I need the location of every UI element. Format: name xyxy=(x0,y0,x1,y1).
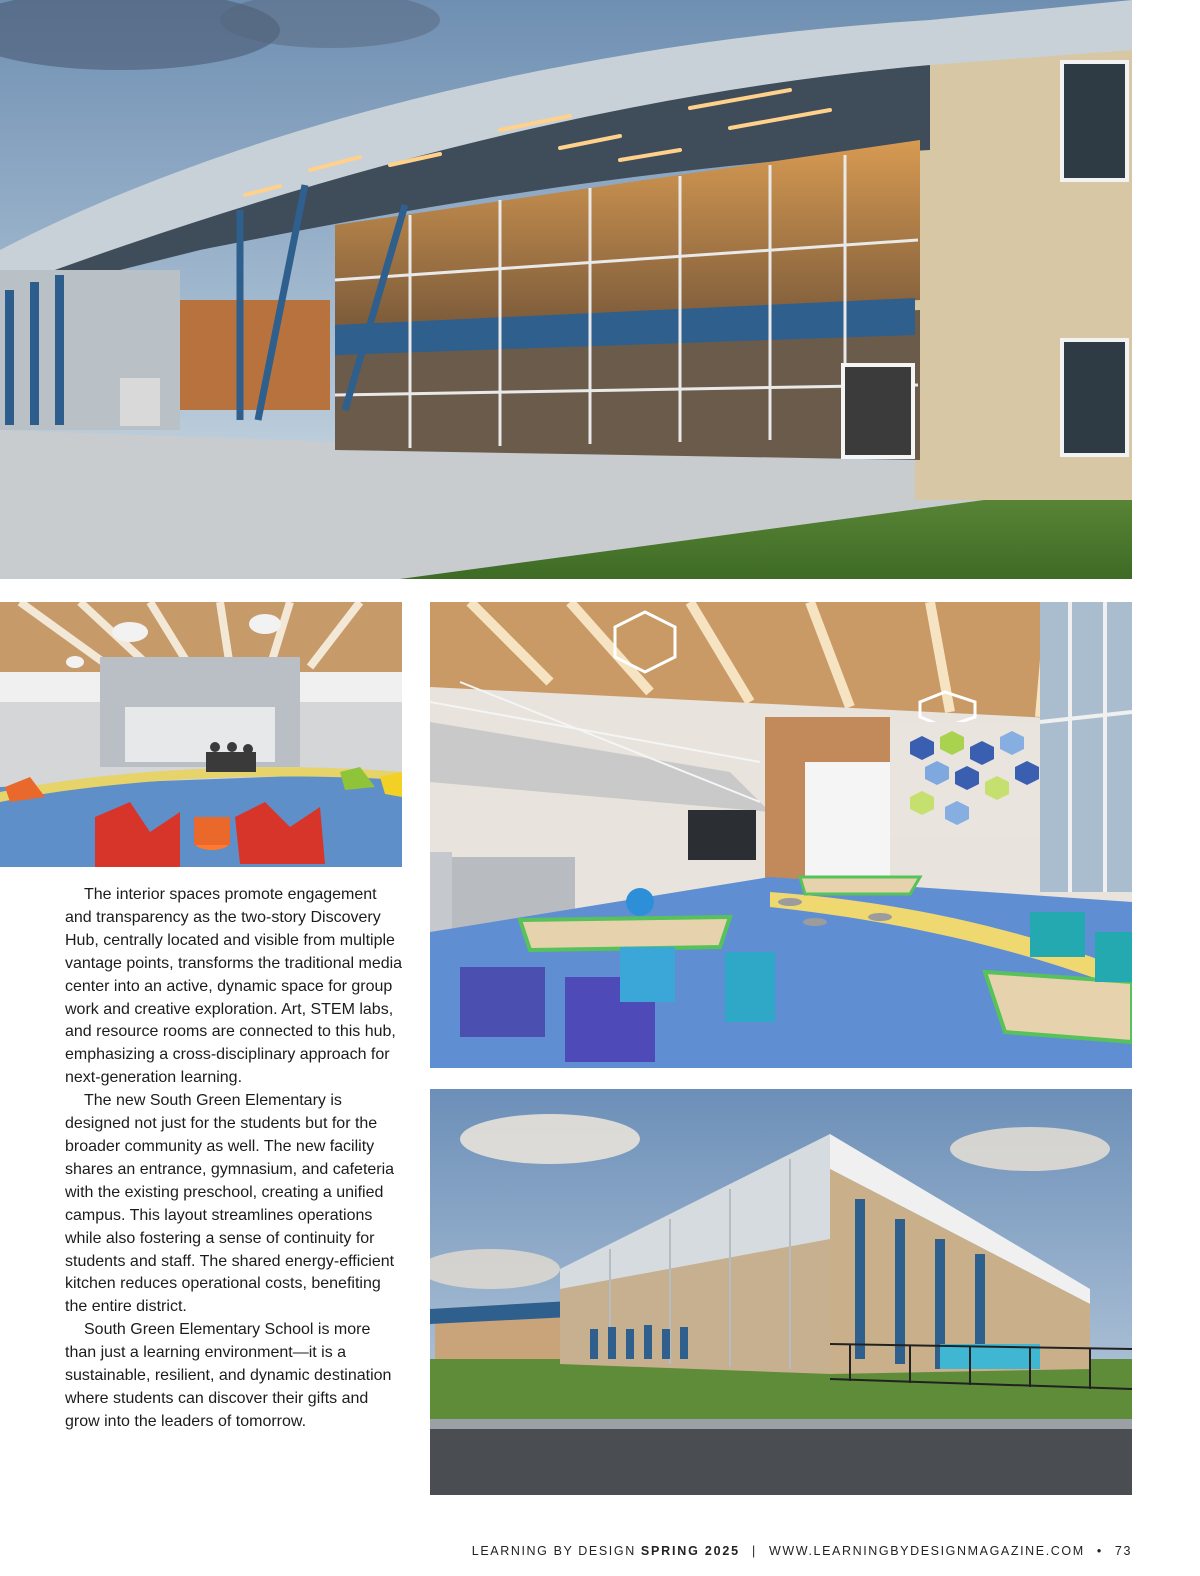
paragraph-discovery-hub: The interior spaces promote engagement and transparency as the two-story Discovery Hub, centrally located and visible from multiple vantage points, transforms the traditional media center into an active, dynamic space for group work and creative exploration. Art, STEM labs, and resource rooms are connected to this hub, emphasizing a cross-disciplinary approach for next-generation learning. xyxy=(65,886,403,1087)
website-link[interactable]: WWW.LEARNINGBYDESIGNMAGAZINE.COM xyxy=(768,1544,1085,1558)
footer-bullet: • xyxy=(1096,1544,1103,1558)
issue-label: SPRING 2025 xyxy=(640,1544,740,1558)
exterior-side-photo xyxy=(430,1089,1132,1495)
paragraph-conclusion: South Green Elementary School is more than just a learning environment—it is a sustainable, resilient, and dynamic destination where students can discover their gifts and grow into the leaders of tomorrow. xyxy=(65,1321,392,1430)
footer-separator: | xyxy=(752,1544,757,1558)
discovery-hub-photo xyxy=(430,602,1132,1068)
publication-name: LEARNING BY DESIGN xyxy=(471,1544,636,1558)
hero-photo xyxy=(0,0,1132,579)
page-number: 73 xyxy=(1114,1544,1132,1558)
commons-photo xyxy=(0,602,402,867)
page-footer xyxy=(472,1544,1132,1558)
article-body xyxy=(65,884,405,1434)
paragraph-community: The new South Green Elementary is designed not just for the students but for the broader community as well. The new facility shares an entrance, gymnasium, and cafeteria with the existing preschool, creating a unified campus. This layout streamlines operations while also fostering a sense of continuity for students and staff. The shared energy-efficient kitchen reduces operational costs, benefiting the entire district. xyxy=(65,1092,395,1316)
